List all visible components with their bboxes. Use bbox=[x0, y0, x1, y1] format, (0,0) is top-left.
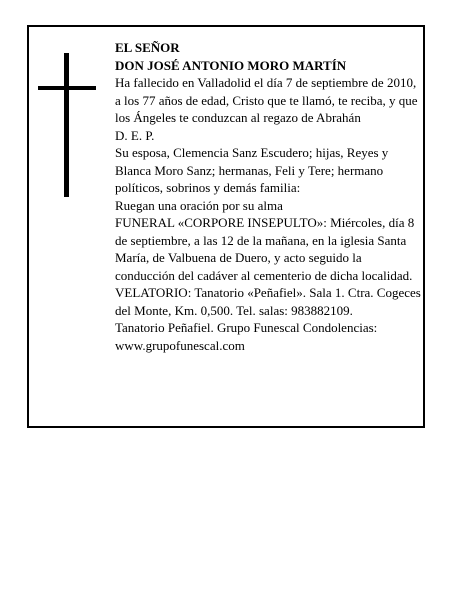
deceased-name: DON JOSÉ ANTONIO MORO MARTÍN bbox=[115, 57, 347, 73]
cross-horizontal-bar bbox=[38, 86, 96, 90]
obituary-text bbox=[115, 39, 422, 354]
obituary-title: EL SEÑOR bbox=[115, 40, 180, 55]
prayer-request: Ruegan una oración por su alma bbox=[115, 197, 283, 213]
rest-in-peace: D. E. P. bbox=[115, 127, 155, 143]
cross-vertical-bar bbox=[64, 53, 69, 197]
funeral-details: FUNERAL «CORPORE INSEPULTO»: Miércoles, día 8 de septiembre, a las 12 de la mañana, en la iglesia Santa María, de Valbuena de Duero, y acto seguido la conducción del cadáver al cementerio de dicha localidad. VELATORIO: Tanatorio «Peñafiel». Sala 1. Ctra. Cogeces del Monte, Km. 0,500. Tel. salas: 983882109. bbox=[115, 215, 421, 318]
cross-icon bbox=[38, 53, 96, 197]
family-list: Su esposa, Clemencia Sanz Escudero; hijas, Reyes y Blanca Moro Sanz; hermanas, Feli y Tere; hermano políticos, sobrinos y demás familia: bbox=[115, 145, 389, 195]
death-announcement: Ha fallecido en Valladolid el día 7 de septiembre de 2010, a los 77 años de edad, Cristo que te llamó, te reciba, y que los Ángeles te conduzcan al regazo de Abrahán bbox=[115, 75, 418, 125]
funeral-home-contact: Tanatorio Peñafiel. Grupo Funescal Condolencias: www.grupofunescal.com bbox=[115, 320, 378, 353]
